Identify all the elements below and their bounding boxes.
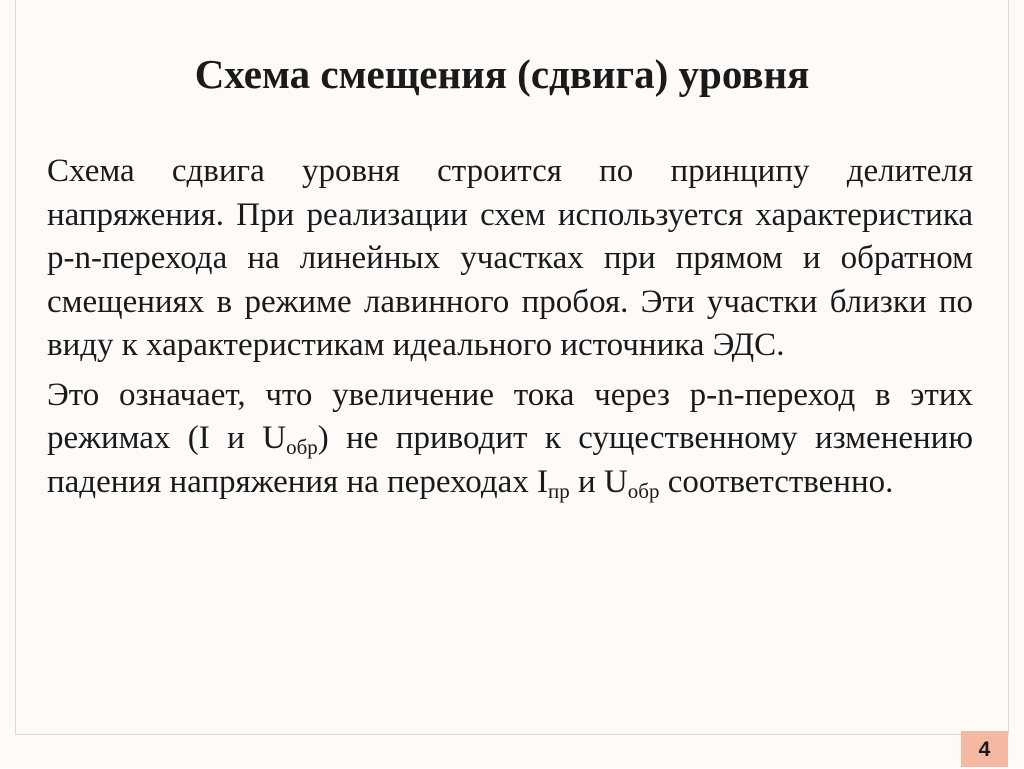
paragraph-2-part-1: Это означает, что увеличение тока через p-n-переход в этих режимах (I и U <box>47 376 973 456</box>
paragraph-1: Схема сдвига уровня строится по принципу делителя напряжения. При реализации схем используется характеристика p-n-перехода на линейных участках при прямом и обратном смещениях в режиме лавинного пробоя. Эти участки близки по виду к характеристикам идеального источника ЭДС. <box>47 153 973 363</box>
subscript-pr: пр <box>548 478 570 503</box>
paragraph-2-part-3: и U <box>569 463 628 500</box>
paragraph-2-part-4: соответственно. <box>659 463 894 500</box>
paragraph-2 <box>47 374 973 505</box>
page-number-badge: 4 <box>961 731 1008 767</box>
paragraph-2-part-2: ) не приводит к существенному изменению падения напряжения на переходах I <box>47 420 973 500</box>
subscript-obr-2: обр <box>627 478 660 503</box>
subscript-obr: обр <box>286 435 318 459</box>
slide-body <box>47 150 973 504</box>
slide-title: Схема смещения (сдвига) уровня <box>194 51 810 97</box>
